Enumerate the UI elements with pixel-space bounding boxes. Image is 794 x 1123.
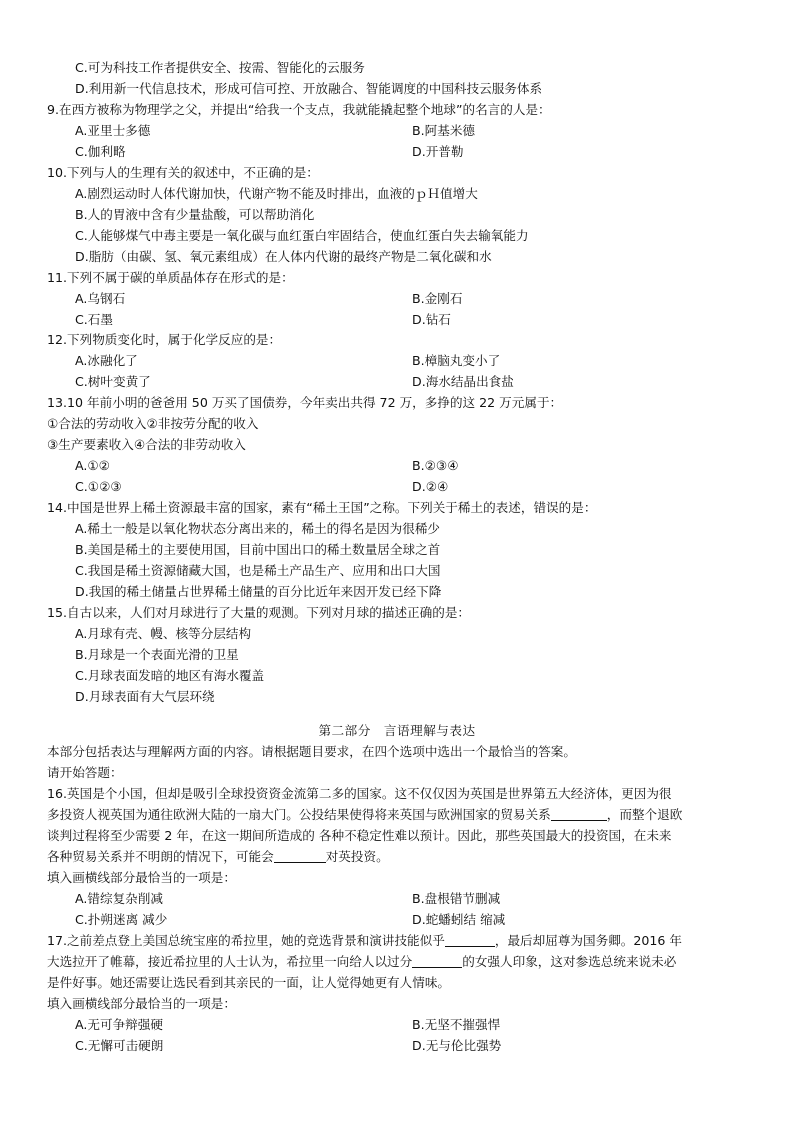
q9-option-d: D.开普勒 — [412, 144, 464, 159]
q11-option-c: C.石墨 — [75, 312, 113, 327]
q9-option-a: A.亚里士多德 — [75, 123, 151, 138]
q13-option-a: A.①② — [75, 458, 110, 473]
q10-option-b: B.人的胃液中含有少量盐酸，可以帮助消化 — [75, 207, 315, 222]
q16-stem-line-2 — [47, 805, 682, 825]
q16-line-2-text: 多投资人视英国为通往欧洲大陆的一扇大门。公投结果使得将来英国与欧洲国家的贸易关系 — [47, 807, 551, 822]
q11-option-d: D.钻石 — [412, 312, 451, 327]
q17-line-2-after: 的女强人印象，这对参选总统来说未必 — [462, 954, 677, 969]
q14-option-d: D.我国的稀土储量占世界稀土储量的百分比近年来因开发已经下降 — [75, 584, 442, 599]
q8-option-d: D.利用新一代信息技术，形成可信可控、开放融合、智能调度的中国科技云服务体系 — [75, 81, 543, 96]
q17-line-1-text: 17.之前差点登上美国总统宝座的希拉里，她的竞选背景和演讲技能似乎 — [47, 933, 445, 948]
q10-stem: 10.下列与人的生理有关的叙述中，不正确的是： — [47, 165, 319, 180]
q16-line-2-after: ，而整个退欧 — [606, 807, 683, 822]
q17-line-1-after: ，最后却屈尊为国务卿。2016 年 — [494, 933, 683, 948]
q10-option-a: A.剧烈运动时人体代谢加快，代谢产物不能及时排出，血液的ｐＨ值增大 — [75, 186, 478, 201]
q16-fill-prompt: 填入画横线部分最恰当的一项是： — [47, 870, 236, 885]
q13-option-c: C.①②③ — [75, 479, 122, 494]
q16-stem-line-1: 16.英国是个小国，但却是吸引全球投资资金流第二多的国家。这不仅仅因为英国是世界第五大经济体，更因为很 — [47, 786, 672, 801]
q11-option-b: B.金刚石 — [412, 291, 463, 306]
q9-option-b: B.阿基米德 — [412, 123, 476, 138]
q13-option-b: B.②③④ — [412, 458, 459, 473]
q16-option-d: D.蛇蟠蚓结 缩减 — [412, 912, 506, 927]
q17-option-b: B.无坚不摧强悍 — [412, 1017, 501, 1032]
q14-stem: 14.中国是世界上稀土资源最丰富的国家，素有“稀土王国”之称。下列关于稀土的表述，错误的是： — [47, 500, 597, 515]
q17-stem-line-1 — [47, 931, 682, 951]
q12-option-a: A.冰融化了 — [75, 353, 138, 368]
q12-option-d: D.海水结晶出食盐 — [412, 374, 514, 389]
q16-line-4-text: 各种贸易关系并不明朗的情况下，可能会 — [47, 849, 274, 864]
q8-option-c: C.可为科技工作者提供安全、按需、智能化的云服务 — [75, 60, 365, 75]
section-heading: 第二部分 言语理解与表达 — [318, 723, 476, 738]
q15-option-b: B.月球是一个表面光滑的卫星 — [75, 647, 239, 662]
q12-option-c: C.树叶变黄了 — [75, 374, 151, 389]
q14-option-c: C.我国是稀土资源储藏大国，也是稀土产品生产、应用和出口大国 — [75, 563, 441, 578]
q15-stem: 15.自古以来，人们对月球进行了大量的观测。下列对月球的描述正确的是： — [47, 605, 471, 620]
q15-option-d: D.月球表面有大气层环绕 — [75, 689, 215, 704]
q17-stem-line-2 — [47, 952, 676, 972]
q14-option-b: B.美国是稀土的主要使用国，目前中国出口的稀土数量居全球之首 — [75, 542, 441, 557]
q16-line-4-after: 对英投资。 — [325, 849, 389, 864]
q13-option-d: D.②④ — [412, 479, 449, 494]
q12-stem: 12.下列物质变化时，属于化学反应的是： — [47, 332, 282, 347]
q15-option-a: A.月球有壳、幔、核等分层结构 — [75, 626, 252, 641]
answer-blank — [445, 932, 495, 947]
answer-blank — [274, 848, 326, 863]
q17-option-a: A.无可争辩强硬 — [75, 1017, 163, 1032]
q13-choice-line-2: ③生产要素收入④合法的非劳动收入 — [47, 437, 246, 452]
q17-option-d: D.无与伦比强势 — [412, 1038, 502, 1053]
q16-stem-line-3: 谈判过程将至少需要 2 年，在这一期间所造成的 各种不稳定性难以预计。因此，那些英国最大的投资国，在未来 — [47, 828, 672, 843]
q10-option-c: C.人能够煤气中毒主要是一氧化碳与血红蛋白牢固结合，使血红蛋白失去输氧能力 — [75, 228, 529, 243]
q16-option-c: C.扑朔迷离 减少 — [75, 912, 168, 927]
section-instructions: 本部分包括表达与理解两方面的内容。请根据题目要求，在四个选项中选出一个最恰当的答案。 — [47, 744, 576, 759]
q16-option-a: A.错综复杂削减 — [75, 891, 163, 906]
answer-blank — [412, 953, 462, 968]
q9-stem: 9.在西方被称为物理学之父，并提出“给我一个支点，我就能撬起整个地球”的名言的人是： — [47, 102, 551, 117]
q10-option-d: D.脂肪（由碳、氢、氧元素组成）在人体内代谢的最终产物是二氧化碳和水 — [75, 249, 492, 264]
q17-stem-line-3: 是件好事。她还需要让选民看到其亲民的一面，让人觉得她更有人情味。 — [47, 975, 450, 990]
q11-stem: 11.下列不属于碳的单质晶体存在形式的是： — [47, 270, 294, 285]
q13-choice-line-1: ①合法的劳动收入②非按劳分配的收入 — [47, 416, 259, 431]
q11-option-a: A.乌钢石 — [75, 291, 126, 306]
q16-stem-line-4 — [47, 847, 389, 867]
start-prompt: 请开始答题： — [47, 765, 123, 780]
q12-option-b: B.樟脑丸变小了 — [412, 353, 501, 368]
q17-line-2-text: 大选拉开了帷幕，接近希拉里的人士认为，希拉里一向给人以过分 — [47, 954, 413, 969]
q16-option-b: B.盘根错节删减 — [412, 891, 501, 906]
q17-fill-prompt: 填入画横线部分最恰当的一项是： — [47, 996, 236, 1011]
q9-option-c: C.伽利略 — [75, 144, 126, 159]
q17-option-c: C.无懈可击硬朗 — [75, 1038, 164, 1053]
q14-option-a: A.稀土一般是以氧化物状态分离出来的，稀土的得名是因为很稀少 — [75, 521, 441, 536]
q13-stem: 13.10 年前小明的爸爸用 50 万买了国债券，今年卖出共得 72 万，多挣的这 22 万元属于： — [47, 395, 563, 410]
answer-blank — [551, 806, 607, 821]
q15-option-c: C.月球表面发暗的地区有海水覆盖 — [75, 668, 265, 683]
